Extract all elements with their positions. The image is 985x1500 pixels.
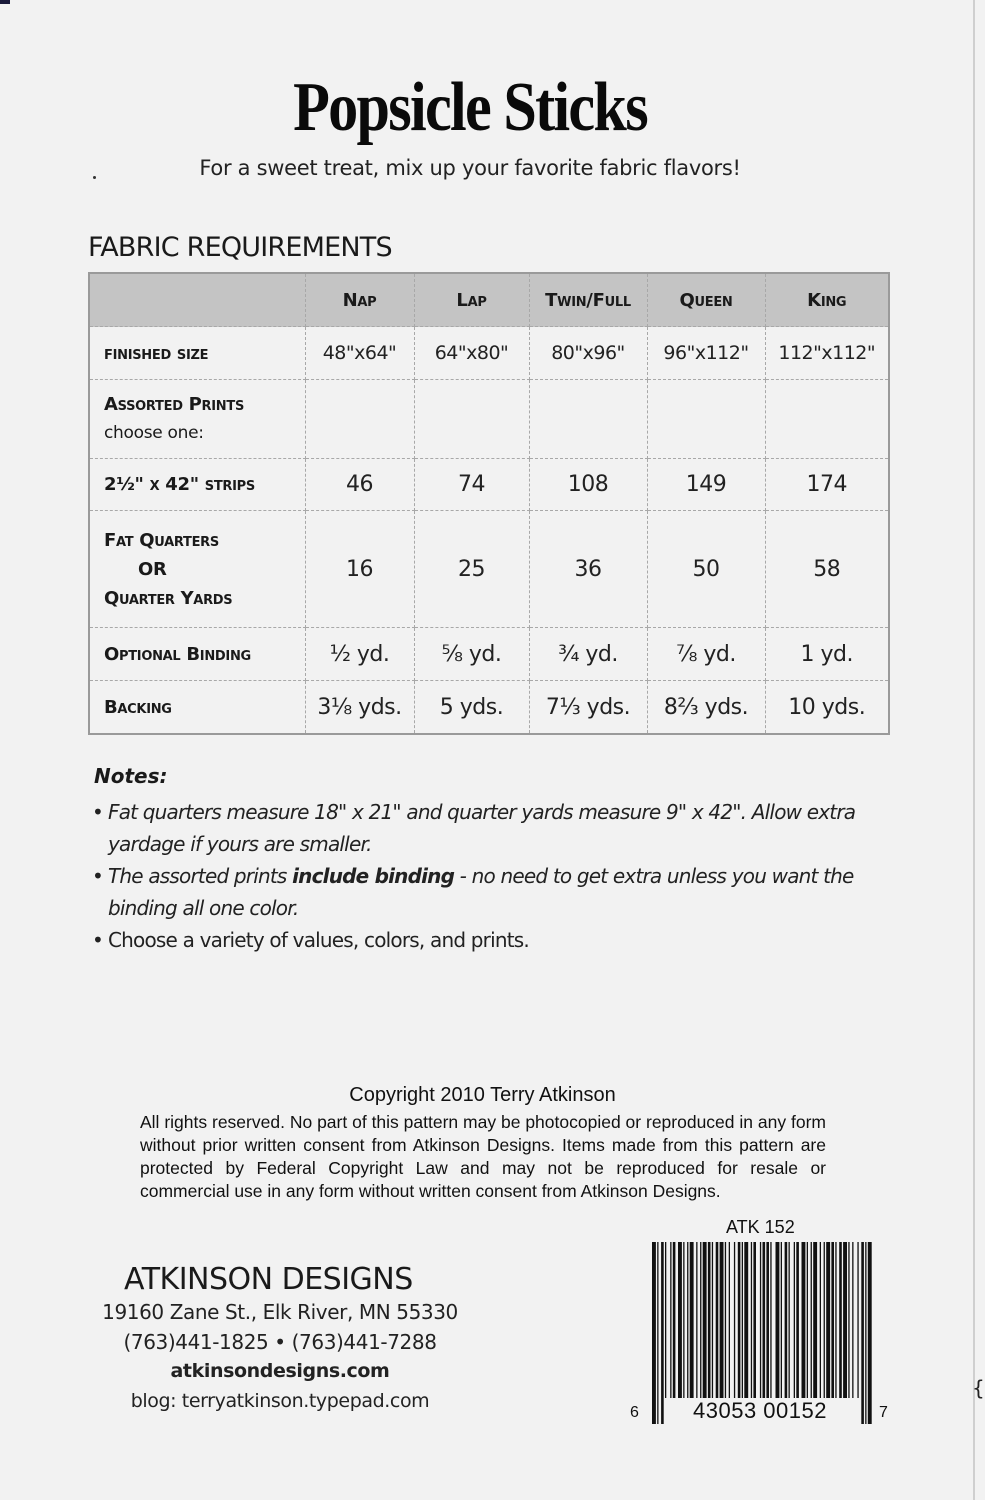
barcode-bar <box>852 1242 853 1398</box>
table-cell: 3⅛ yds. <box>305 681 414 735</box>
header-blank <box>89 273 305 327</box>
barcode-bar <box>781 1242 782 1398</box>
table-cell: 58 <box>765 511 889 628</box>
barcode-bar <box>843 1242 847 1398</box>
copyright-title: Copyright 2010 Terry Atkinson <box>349 1084 616 1106</box>
table-cell: 1 yd. <box>765 628 889 681</box>
barcode-bar <box>839 1242 842 1398</box>
table-row <box>89 380 889 459</box>
barcode-bar <box>813 1242 817 1398</box>
copyright-body: All rights reserved. No part of this pattern may be photocopied or reproduced in any form without prior written consent from Atkinson Designs. Items made from this pattern are protected by Federal Copyright Law and may not be reproduced for resale or commercial use in any form without written consent from Atkinson Designs. <box>140 1112 826 1201</box>
company-website: atkinsondesigns.com <box>170 1360 390 1382</box>
note-item: • Fat quarters measure 18" x 21" and quarter yards measure 9" x 42". Allow extra yardage if yours are smaller. <box>92 796 872 860</box>
barcode-bar <box>865 1242 866 1424</box>
table-row <box>89 511 889 628</box>
table-row <box>89 459 889 511</box>
barcode-bars <box>652 1242 872 1424</box>
column-header-twin-full: Twin/Full <box>529 273 647 327</box>
table-cell <box>765 380 889 459</box>
barcode-bar <box>753 1242 756 1398</box>
note-emphasis: include binding <box>292 864 455 888</box>
table-cell: ⅞ yd. <box>647 628 765 681</box>
table-cell: 112"x112" <box>765 327 889 380</box>
barcode-bar <box>848 1242 849 1398</box>
table-cell: 108 <box>529 459 647 511</box>
barcode-bar <box>807 1242 808 1398</box>
row-label-finished-size: finished size <box>89 327 305 380</box>
table-row <box>89 628 889 681</box>
barcode-bar <box>824 1242 825 1398</box>
barcode-bar <box>712 1242 713 1398</box>
note-item <box>92 860 872 924</box>
speck <box>93 176 96 179</box>
barcode-bar <box>861 1242 864 1424</box>
fabric-requirements-heading: FABRIC REQUIREMENTS <box>88 232 392 263</box>
barcode-bar <box>652 1242 656 1424</box>
table-cell: 74 <box>414 459 529 511</box>
barcode-bar <box>690 1242 694 1398</box>
table-cell: 25 <box>414 511 529 628</box>
barcode-bar <box>857 1242 858 1398</box>
barcode-bar <box>811 1242 812 1398</box>
company-blog: blog: terryatkinson.typepad.com <box>130 1390 430 1412</box>
barcode-bar <box>776 1242 780 1398</box>
page-title: Popsicle Sticks <box>293 69 647 146</box>
quarter-yards-label: Quarter Yards <box>104 587 233 609</box>
company-address: 19160 Zane St., Elk River, MN 55330 <box>102 1300 458 1324</box>
table-cell: 50 <box>647 511 765 628</box>
barcode-right-digit: 7 <box>879 1404 888 1421</box>
barcode-bar <box>868 1242 872 1424</box>
barcode-bar <box>831 1242 834 1398</box>
notes-list <box>92 796 872 956</box>
barcode-bar <box>738 1242 741 1398</box>
table-cell: 96"x112" <box>647 327 765 380</box>
table-header-row <box>89 273 889 327</box>
barcode <box>652 1242 872 1424</box>
barcode-bar <box>760 1242 761 1424</box>
barcode-bar <box>794 1242 795 1398</box>
barcode-bar <box>657 1242 658 1424</box>
table-cell: 7⅓ yds. <box>529 681 647 735</box>
barcode-bar <box>820 1242 821 1398</box>
row-label-strips: 2½" x 42" strips <box>89 459 305 511</box>
table-cell <box>414 380 529 459</box>
column-header-lap: Lap <box>414 273 529 327</box>
barcode-bar <box>729 1242 730 1398</box>
barcode-bar <box>751 1242 752 1398</box>
table-cell <box>529 380 647 459</box>
table-cell: ⅝ yd. <box>414 628 529 681</box>
barcode-bar <box>744 1242 748 1398</box>
notes-heading: Notes: <box>94 764 168 788</box>
table-cell: 80"x96" <box>529 327 647 380</box>
table-cell: 8⅔ yds. <box>647 681 765 735</box>
page-edge <box>973 0 975 1500</box>
table-cell: 149 <box>647 459 765 511</box>
page-subtitle: For a sweet treat, mix up your favorite fabric flavors! <box>199 156 741 180</box>
table-row <box>89 681 889 735</box>
company-name: ATKINSON DESIGNS <box>124 1262 413 1297</box>
table-cell: 10 yds. <box>765 681 889 735</box>
table-cell: 36 <box>529 511 647 628</box>
assorted-prints-label: Assorted Prints <box>104 394 245 415</box>
assorted-prints-sublabel: choose one: <box>104 423 204 443</box>
barcode-bar <box>763 1242 766 1424</box>
barcode-bar <box>687 1242 688 1398</box>
table-cell: 46 <box>305 459 414 511</box>
fabric-requirements-table <box>88 272 890 735</box>
row-label-assorted-prints <box>89 380 305 459</box>
table-cell <box>305 380 414 459</box>
column-header-nap: Nap <box>305 273 414 327</box>
note-item: • Choose a variety of values, colors, and prints. <box>92 924 872 956</box>
row-label-fat-quarters <box>89 511 305 628</box>
corner-mark <box>0 0 10 4</box>
barcode-bar <box>670 1242 671 1398</box>
barcode-bar <box>696 1242 697 1398</box>
table-cell: 64"x80" <box>414 327 529 380</box>
barcode-bar <box>708 1242 711 1398</box>
table-cell: ½ yd. <box>305 628 414 681</box>
table-cell: 48"x64" <box>305 327 414 380</box>
note-text: The assorted prints <box>108 864 293 888</box>
barcode-bar <box>720 1242 724 1398</box>
table-row <box>89 327 889 380</box>
barcode-bar <box>700 1242 701 1398</box>
table-cell: 5 yds. <box>414 681 529 735</box>
barcode-bar <box>742 1242 743 1398</box>
barcode-left-digit: 6 <box>630 1404 639 1421</box>
barcode-bar <box>673 1242 676 1398</box>
column-header-king: King <box>765 273 889 327</box>
barcode-bar <box>716 1242 719 1398</box>
note-text: - no need to get extra unless you want the binding all one color. <box>108 864 854 920</box>
table-cell: 16 <box>305 511 414 628</box>
row-label-backing: Backing <box>89 681 305 735</box>
fat-quarters-label: Fat Quarters <box>104 529 219 551</box>
barcode-bar <box>661 1242 664 1424</box>
barcode-bar <box>766 1242 769 1424</box>
barcode-bar <box>826 1242 830 1398</box>
table-cell <box>647 380 765 459</box>
barcode-bar <box>770 1242 771 1398</box>
barcode-bar <box>703 1242 707 1398</box>
barcode-bar <box>789 1242 790 1398</box>
barcode-bar <box>665 1242 666 1398</box>
product-code: ATK 152 <box>726 1217 795 1237</box>
barcode-bar <box>725 1242 726 1398</box>
barcode-bar <box>835 1242 836 1398</box>
barcode-bar <box>683 1242 684 1398</box>
or-label: OR <box>138 558 167 580</box>
barcode-middle-digits: 43053 00152 <box>672 1398 848 1424</box>
barcode-bar <box>796 1242 799 1398</box>
edge-mark: { <box>972 1376 985 1400</box>
barcode-bar <box>785 1242 788 1398</box>
barcode-bar <box>678 1242 682 1398</box>
table-cell: 174 <box>765 459 889 511</box>
table-cell: ¾ yd. <box>529 628 647 681</box>
column-header-queen: Queen <box>647 273 765 327</box>
company-phone: (763)441-1825 • (763)441-7288 <box>123 1330 437 1354</box>
row-label-optional-binding: Optional Binding <box>89 628 305 681</box>
barcode-bar <box>802 1242 806 1398</box>
barcode-bar <box>734 1242 735 1398</box>
